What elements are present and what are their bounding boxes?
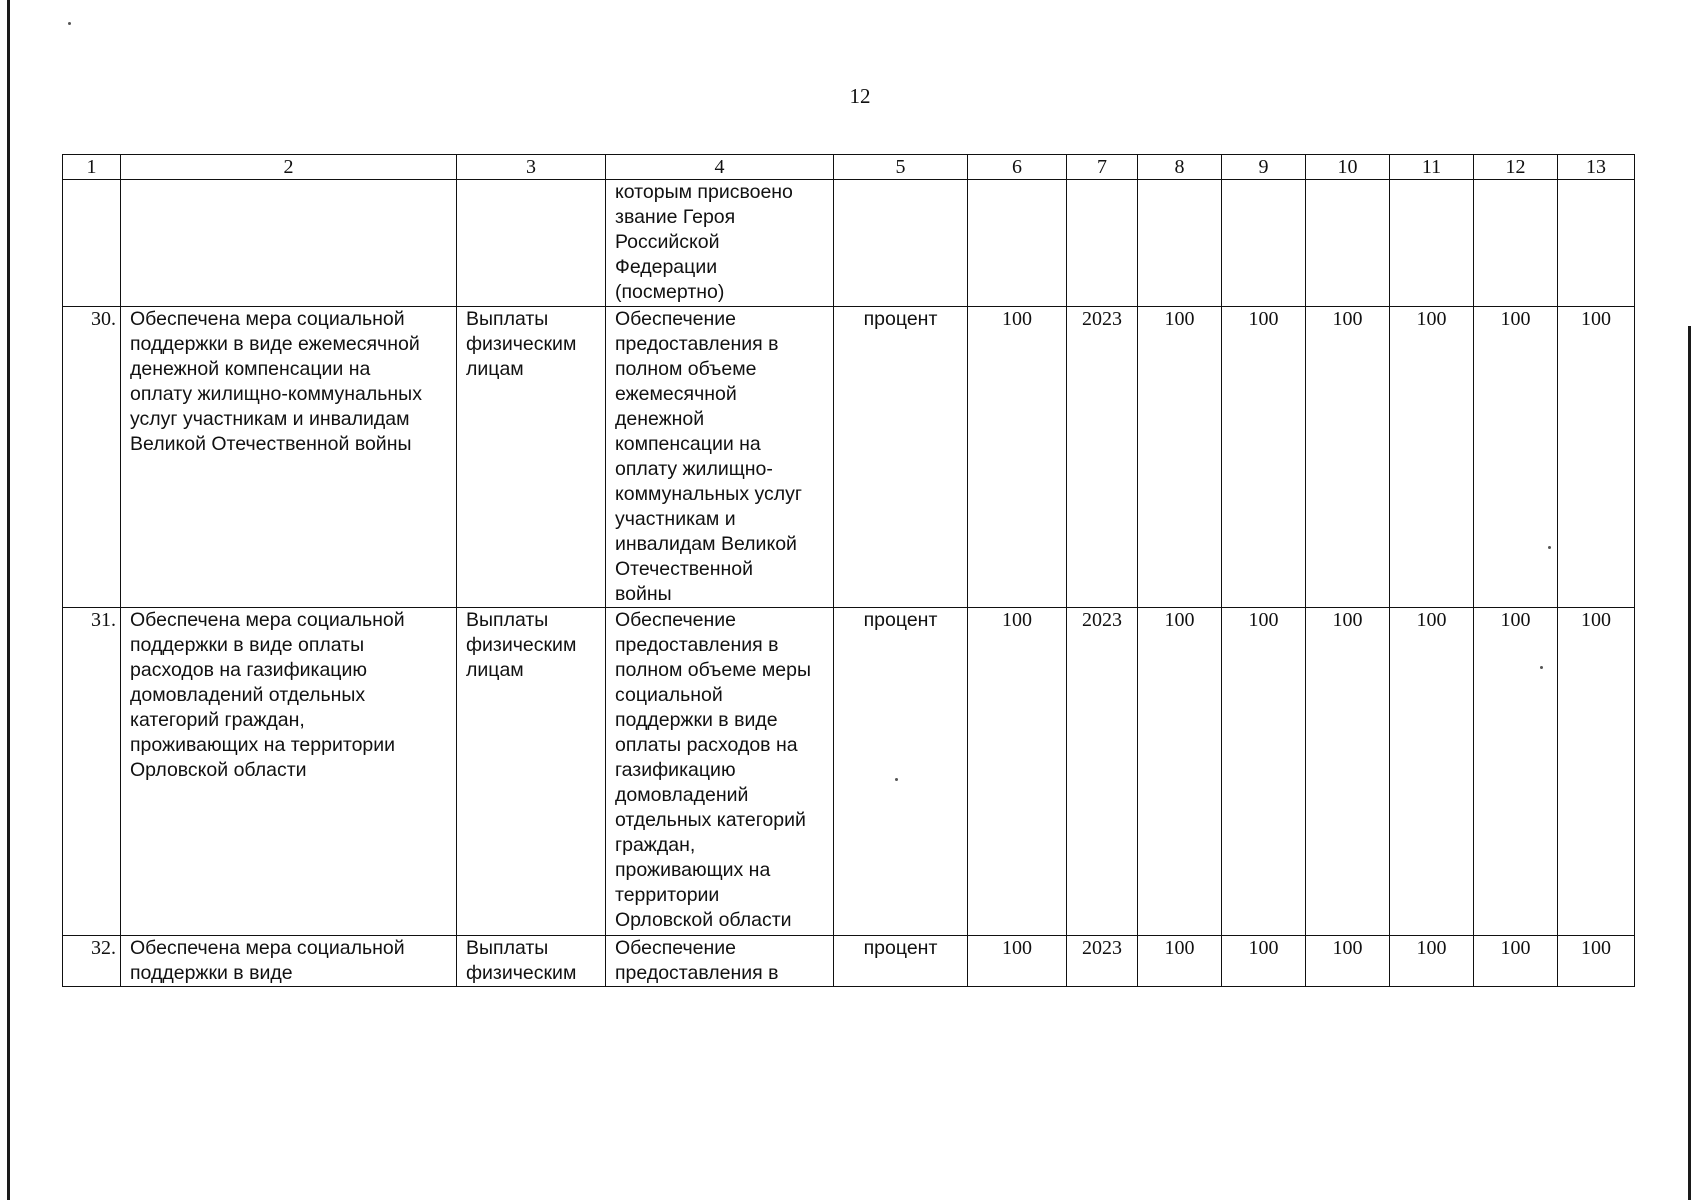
result-text: Обеспечена мера социальной поддержки в виде ежемесячной денежной компенсации на оплату жилищно-коммунальных услуг участникам и инвалидам Великой Отечественной войны bbox=[130, 308, 422, 455]
type-text: Выплаты физическим лицам bbox=[466, 308, 577, 380]
table-row bbox=[63, 936, 1635, 987]
column-number-header: 4 bbox=[606, 155, 834, 180]
table-cell bbox=[1067, 180, 1138, 307]
type-text: Выплаты физическим bbox=[466, 937, 577, 984]
scan-speck bbox=[1548, 546, 1551, 549]
column-number-header: 1 bbox=[63, 155, 121, 180]
unit-cell: процент bbox=[834, 307, 968, 608]
column-number-header: 8 bbox=[1138, 155, 1222, 180]
table-cell bbox=[1390, 180, 1474, 307]
value-cell: 100 bbox=[1474, 307, 1558, 608]
result-text: Обеспечена мера социальной поддержки в виде bbox=[130, 937, 405, 984]
table-cell bbox=[968, 180, 1067, 307]
description-text: Обеспечение предоставления в полном объеме ежемесячной денежной компенсации на оплату жилищно- коммунальных услуг участникам и инвалидам Великой Отечественной войны bbox=[615, 308, 803, 605]
description-text: Обеспечение предоставления в полном объеме меры социальной поддержки в виде оплаты расходов на газификацию домовладений отдельных категорий граждан, проживающих на территории Орловской области bbox=[615, 609, 811, 931]
page-left-edge bbox=[7, 0, 10, 1200]
table-cell bbox=[1306, 180, 1390, 307]
table-cell bbox=[457, 180, 606, 307]
value-cell: 100 bbox=[1558, 307, 1635, 608]
result-text: Обеспечена мера социальной поддержки в виде оплаты расходов на газификацию домовладений отдельных категорий граждан, проживающих на территории Орловской области bbox=[130, 609, 405, 781]
value-cell: 100 bbox=[1222, 936, 1306, 987]
value-cell: 100 bbox=[1306, 307, 1390, 608]
year-cell: 2023 bbox=[1067, 307, 1138, 608]
description-cell bbox=[606, 180, 834, 307]
description-cell bbox=[606, 936, 834, 987]
type-cell bbox=[457, 307, 606, 608]
scan-speck bbox=[1540, 666, 1543, 669]
value-cell: 100 bbox=[1390, 936, 1474, 987]
table-cell bbox=[121, 180, 457, 307]
value-cell: 100 bbox=[1222, 608, 1306, 936]
column-number-header-row bbox=[63, 155, 1635, 180]
unit-cell: процент bbox=[834, 608, 968, 936]
type-text: Выплаты физическим лицам bbox=[466, 609, 577, 681]
table-cell bbox=[1558, 180, 1635, 307]
description-cell bbox=[606, 608, 834, 936]
result-cell bbox=[121, 608, 457, 936]
type-cell bbox=[457, 936, 606, 987]
scan-speck bbox=[68, 22, 71, 25]
row-number: 32. bbox=[63, 936, 121, 987]
table-cell bbox=[1222, 180, 1306, 307]
value-cell: 100 bbox=[1138, 307, 1222, 608]
page-right-edge bbox=[1688, 326, 1691, 1200]
value-cell: 100 bbox=[968, 608, 1067, 936]
table-row bbox=[63, 307, 1635, 608]
page-number: 12 bbox=[849, 84, 871, 108]
unit-cell: процент bbox=[834, 936, 968, 987]
column-number-header: 11 bbox=[1390, 155, 1474, 180]
column-number-header: 9 bbox=[1222, 155, 1306, 180]
result-cell bbox=[121, 936, 457, 987]
value-cell: 100 bbox=[1390, 307, 1474, 608]
continuation-row bbox=[63, 180, 1635, 307]
row-number: 31. bbox=[63, 608, 121, 936]
column-number-header: 2 bbox=[121, 155, 457, 180]
result-cell bbox=[121, 307, 457, 608]
value-cell: 100 bbox=[1390, 608, 1474, 936]
indicator-table bbox=[62, 154, 1635, 987]
year-cell: 2023 bbox=[1067, 936, 1138, 987]
value-cell: 100 bbox=[1306, 936, 1390, 987]
column-number-header: 6 bbox=[968, 155, 1067, 180]
value-cell: 100 bbox=[1558, 936, 1635, 987]
column-number-header: 7 bbox=[1067, 155, 1138, 180]
value-cell: 100 bbox=[1306, 608, 1390, 936]
column-number-header: 12 bbox=[1474, 155, 1558, 180]
column-number-header: 3 bbox=[457, 155, 606, 180]
row-number: 30. bbox=[63, 307, 121, 608]
table-cell bbox=[1138, 180, 1222, 307]
value-cell: 100 bbox=[968, 307, 1067, 608]
value-cell: 100 bbox=[968, 936, 1067, 987]
value-cell: 100 bbox=[1474, 936, 1558, 987]
column-number-header: 13 bbox=[1558, 155, 1635, 180]
scan-speck bbox=[895, 778, 898, 781]
table-cell bbox=[63, 180, 121, 307]
value-cell: 100 bbox=[1138, 608, 1222, 936]
value-cell: 100 bbox=[1474, 608, 1558, 936]
table-cell bbox=[834, 180, 968, 307]
description-text: Обеспечение предоставления в bbox=[615, 937, 779, 984]
description-cell bbox=[606, 307, 834, 608]
year-cell: 2023 bbox=[1067, 608, 1138, 936]
description-text: которым присвоено звание Героя Российской Федерации (посмертно) bbox=[615, 181, 793, 303]
value-cell: 100 bbox=[1222, 307, 1306, 608]
column-number-header: 5 bbox=[834, 155, 968, 180]
table-row bbox=[63, 608, 1635, 936]
type-cell bbox=[457, 608, 606, 936]
table-cell bbox=[1474, 180, 1558, 307]
column-number-header: 10 bbox=[1306, 155, 1390, 180]
value-cell: 100 bbox=[1558, 608, 1635, 936]
value-cell: 100 bbox=[1138, 936, 1222, 987]
